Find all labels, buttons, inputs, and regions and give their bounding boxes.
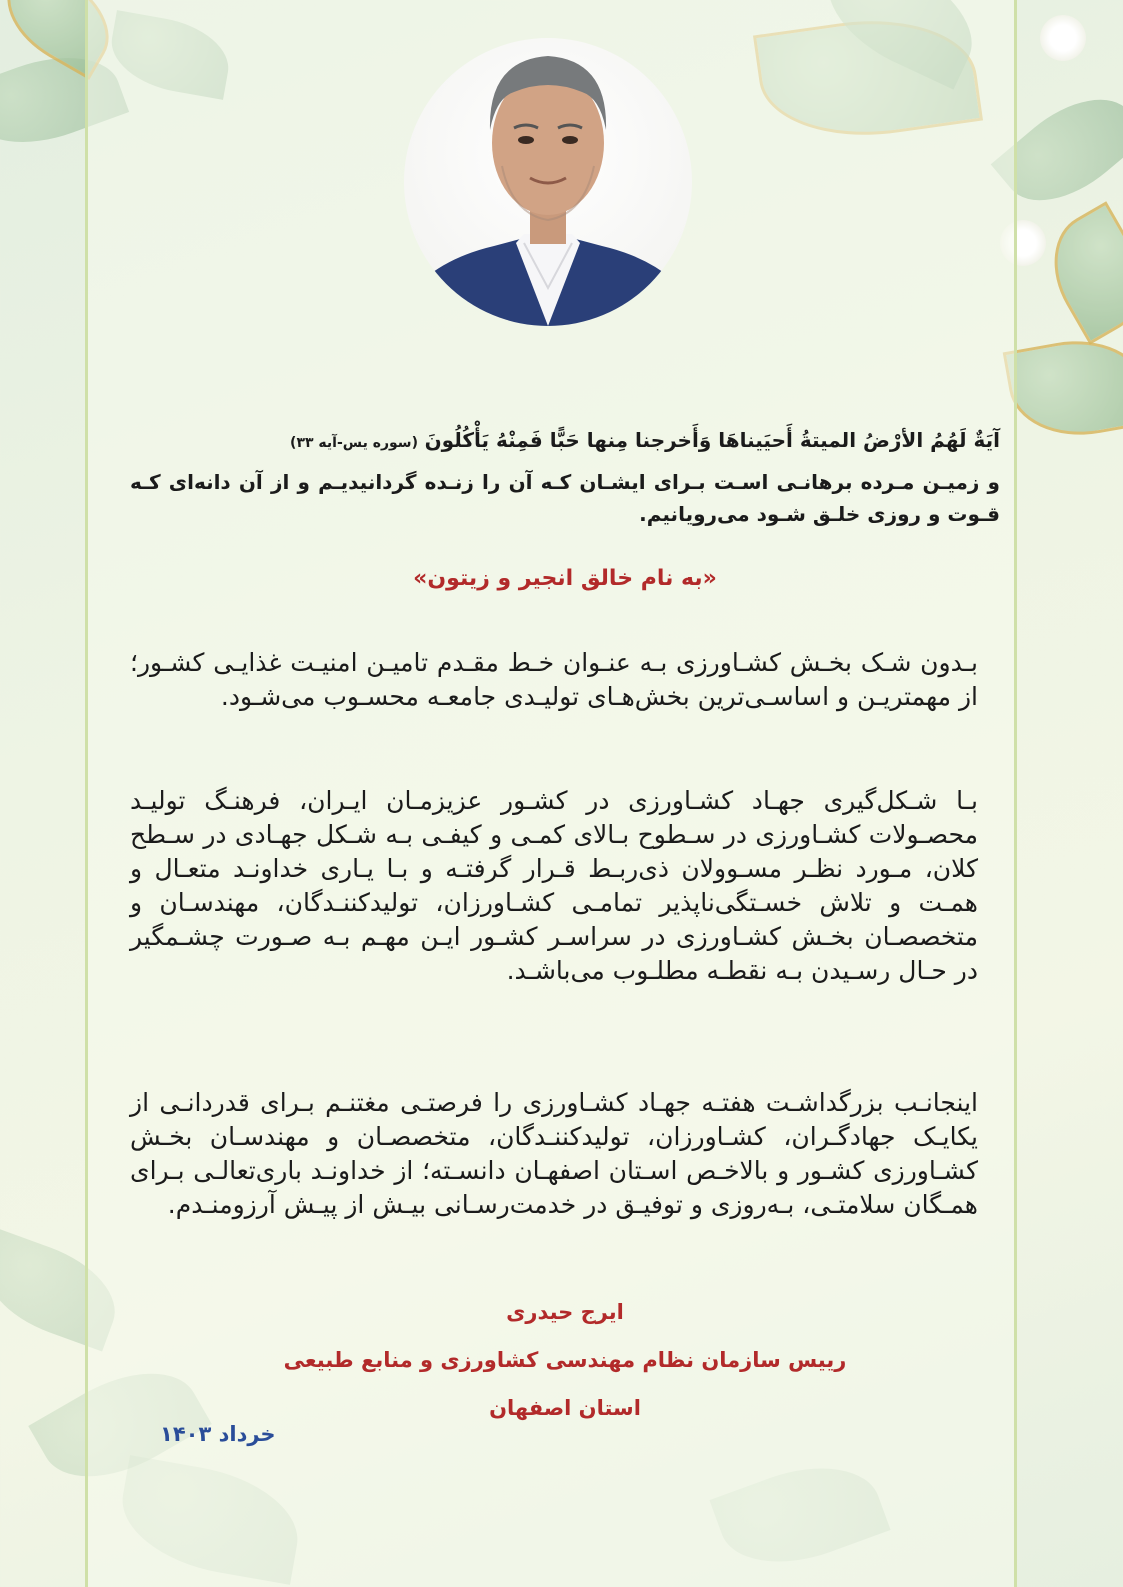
leaf-decoration <box>1032 201 1123 344</box>
paragraph: بـدون شـک بخـش کشـاورزی بـه عنـوان خـط مقـدم تامیـن امنیـت غذایـی کشـور؛ از مهمتریـن و اساسـی‌ترین بخش‌هـای تولیـدی جامعـه محسـوب می‌شـود. <box>130 648 978 711</box>
leaf-decoration <box>1003 329 1123 447</box>
paragraph: اینجانـب بزرگداشـت هفتـه جهـاد کشـاورزی را فرصتـی مغتنـم بـرای قدردانـی از یکایـک جهادگـران، کشـاورزان، تولیدکننـدگان، متخصصـان و مهندسـان بخـش کشـاورزی کشـور و بالاخـص اسـتان اصفهـان دانسـته؛ از خداونـد باری‌تعالـی بـرای همـگان سلامتـی، بـه‌روزی و توفیـق در خدمت‌رسـانی بیـش از پیـش آرزومنـدم. <box>130 1088 978 1219</box>
headline: «به نام خالق انجیر و زیتون» <box>413 566 717 591</box>
signature-province: استان اصفهان <box>489 1396 641 1420</box>
flower-decoration <box>1040 15 1086 61</box>
verse-reference: (سوره یس-آیه ۳۳) <box>290 435 418 451</box>
verse-arabic: آیَةٌ لَهُمُ الأرْضُ المیتةُ أَحیَیناهَا وَأَخرجنا مِنها حَبًّا فَمِنْهُ يَأْكُلُونَ <box>424 428 1000 452</box>
portrait-photo <box>404 38 692 326</box>
quran-verse <box>130 425 1000 459</box>
verse-translation: و زمیـن مـرده برهانـی اسـت بـرای ایشـان کـه آن را زنـده گردانیدیـم و از آن دانه‌ای کـه قـوت و روزی خلـق شـود می‌رویانیم. <box>130 470 1000 526</box>
date-label: خرداد ۱۴۰۳ <box>160 1422 276 1446</box>
paragraph: بـا شـکل‌گیری جهـاد کشـاورزی در کشـور عزیزمـان ایـران، فرهنـگ تولیـد محصـولات کشـاورزی در سـطوح بـالای کمـی و کیفـی بـه شـکل جهـادی در سـطح کلان، مـورد نظـر مسـوولان ذی‌ربـط قـرار گرفتـه و بـا یـاری خداونـد متعـال و همـت و تلاش خسـتگی‌ناپذیر تمامـی کشـاورزان، تولیدکننـدگان، مهندسـان و متخصصـان بخـش کشـاورزی در سراسـر کشـور ایـن مهـم بـه صـورت چشـمگیر در حـال رسـیدن بـه نقطـه مطلـوب می‌باشـد. <box>130 786 978 985</box>
signature-title: رییس سازمان نظام مهندسی کشاورزی و منابع طبیعی <box>283 1348 847 1372</box>
portrait-illustration <box>404 38 692 326</box>
signature-name: ایرج حیدری <box>506 1300 624 1324</box>
